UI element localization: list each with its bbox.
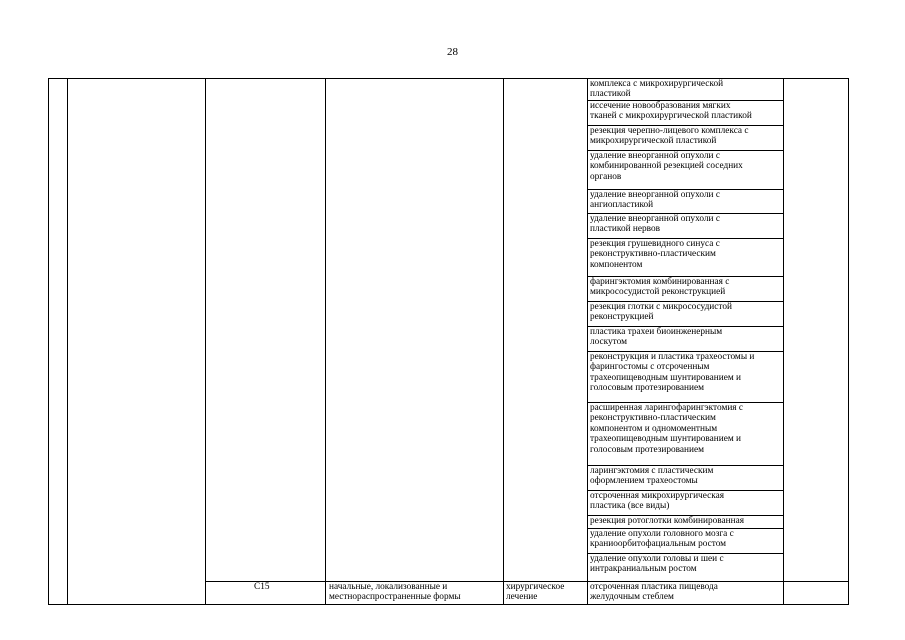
procedure-cell: резекция грушевидного синуса с реконструктивно-пластическим компонентом	[588, 239, 784, 277]
procedure-cell: пластика трахеи биоинженерным лоскутом	[588, 327, 784, 352]
procedure-cell: удаление внеорганной опухоли с ангиопластикой	[588, 190, 784, 214]
procedure-cell: удаление опухоли головы и шеи с интракраниальным ростом	[590, 554, 724, 575]
medical-care-table	[48, 78, 849, 605]
procedure-cell: иссечение новообразования мягких тканей с микрохирургической пластикой	[588, 101, 784, 126]
procedure-cell: комплекса с микрохирургической пластикой	[588, 79, 784, 101]
procedure-cell: реконструкция и пластика трахеостомы и фарингостомы с отсроченным трахеопищеводным шунтированием и голосовым протезированием	[588, 352, 784, 403]
procedure-cell: отсроченная пластика пищевода желудочным стеблем	[590, 582, 718, 603]
column-divider	[205, 79, 206, 604]
procedure-cell: удаление внеорганной опухоли с комбинированной резекцией соседних органов	[588, 151, 784, 190]
column-divider	[503, 79, 504, 604]
diagnosis-cell: начальные, локализованные и местнораспространенные формы	[329, 582, 461, 603]
procedure-cell: резекция ротоглотки комбинированная	[588, 516, 784, 529]
icd-code-cell: C15	[254, 582, 270, 592]
column-divider	[325, 79, 326, 604]
procedure-cell: отсроченная микрохирургическая пластика (все виды)	[588, 491, 784, 516]
procedure-cell: удаление опухоли головного мозга с краниоорбитофациальным ростом	[588, 529, 784, 554]
procedure-cell: ларингэктомия с пластическим оформлением трахеостомы	[588, 466, 784, 491]
column-divider	[67, 79, 68, 604]
procedure-cell: резекция глотки с микрососудистой реконструкцией	[588, 302, 784, 327]
procedure-cell: фарингэктомия комбинированная с микрососудистой реконструкцией	[588, 277, 784, 302]
procedure-cell: резекция черепно-лицевого комплекса с микрохирургической пластикой	[588, 126, 784, 151]
page-number: 28	[447, 46, 458, 58]
procedure-cell: расширенная ларингофарингэктомия с реконструктивно-пластическим компонентом и одномоментным трахеопищеводным шунтированием и голосовым протезированием	[588, 403, 784, 466]
procedure-list	[588, 79, 784, 578]
treatment-type-cell: хирургическое лечение	[506, 582, 565, 603]
procedure-cell: удаление внеорганной опухоли с пластикой нервов	[588, 214, 784, 239]
